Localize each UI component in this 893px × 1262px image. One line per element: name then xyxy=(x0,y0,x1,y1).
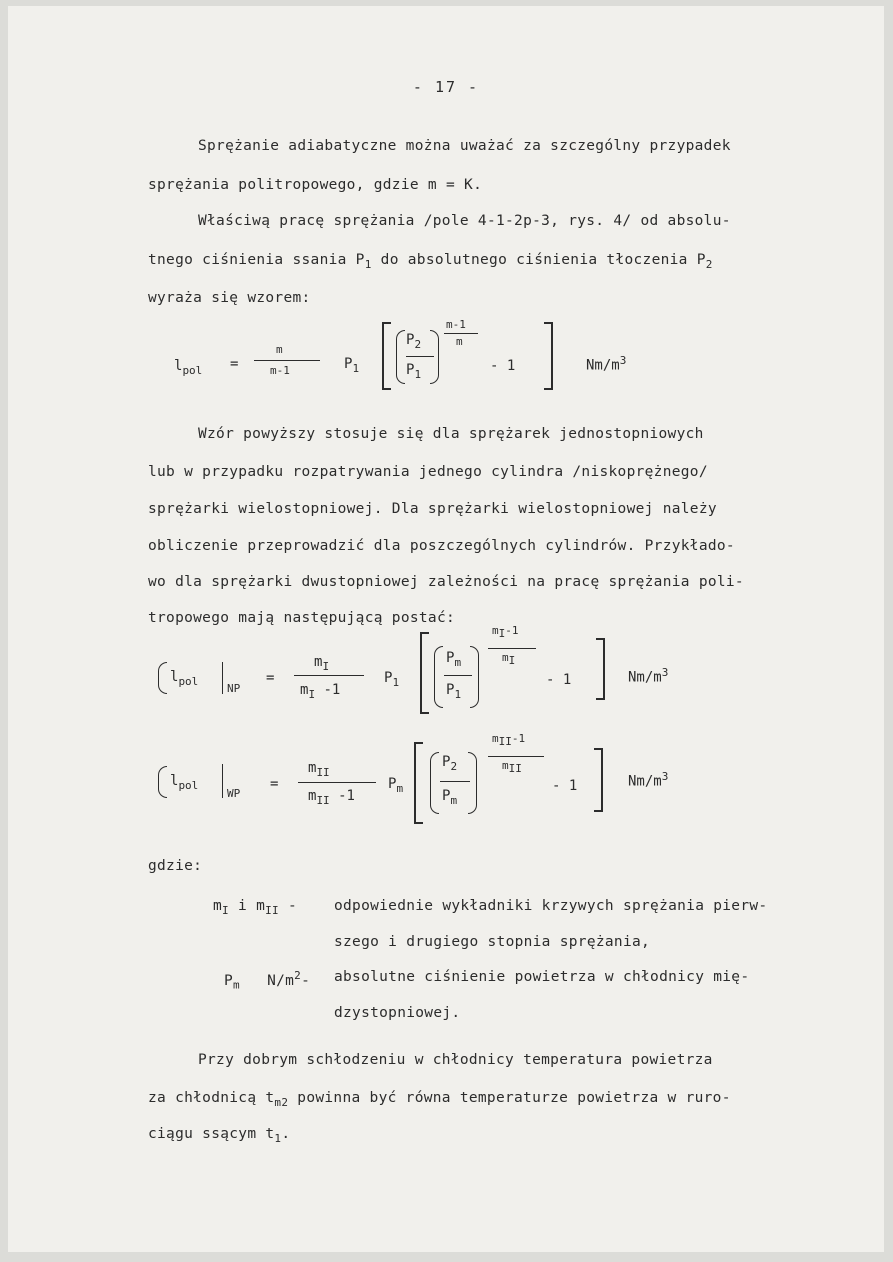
formula3-p: $P_m$ xyxy=(388,776,404,795)
formula3-inner-num: $P_2$ xyxy=(442,754,458,773)
left-paren xyxy=(430,752,439,814)
formula2-minus-one: - 1 xyxy=(546,672,572,688)
text-line: tnego ciśnienia ssania $P_1$ do absolutnego ciśnienia tłoczenia $P_2$ xyxy=(148,252,713,271)
formula3-frac-den: $m_{II}$ -1 xyxy=(308,788,355,807)
text-line: wo dla sprężarki dwustopniowej zależności na pracę sprężania poli- xyxy=(148,574,744,590)
formula3-eval-sub: WP xyxy=(227,787,241,800)
definition-symbol: $m_I$ i $m_{II}$ - xyxy=(213,898,298,917)
formula3-minus-one: - 1 xyxy=(552,778,578,794)
text-line: sprężania politropowego, gdzie m = K. xyxy=(148,177,483,193)
formula1-frac-num: m xyxy=(276,343,283,356)
formula2-inner-den: $P_1$ xyxy=(446,682,462,701)
text-line: tropowego mają następującą postać: xyxy=(148,610,456,626)
fraction-bar xyxy=(444,333,478,334)
right-bracket xyxy=(544,322,553,390)
text-line: lub w przypadku rozpatrywania jednego cylindra /niskoprężnego/ xyxy=(148,464,708,480)
text-line: Przy dobrym schłodzeniu w chłodnicy temperatura powietrza xyxy=(198,1052,713,1068)
text-line: za chłodnicą $t_{m2}$ powinna być równa temperaturze powietrza w ruro- xyxy=(148,1090,731,1109)
text-line: Właściwą pracę sprężania /pole 4-1-2p-3, rys. 4/ od absolu- xyxy=(198,213,731,229)
formula3-frac-num: $m_{II}$ xyxy=(308,760,330,779)
formula1-frac-den: m-1 xyxy=(270,364,290,377)
left-paren xyxy=(396,330,405,384)
left-paren xyxy=(158,662,167,694)
text-line: ciągu ssącym $t_1$. xyxy=(148,1126,291,1145)
formula1-inner-den: $P_1$ xyxy=(406,362,422,381)
definition-text: odpowiednie wykładniki krzywych sprężania pierw- xyxy=(334,898,768,914)
definition-text: absolutne ciśnienie powietrza w chłodnicy mię- xyxy=(334,969,750,985)
fraction-bar xyxy=(254,360,320,361)
formula3-inner-den: $P_m$ xyxy=(442,788,458,807)
right-paren xyxy=(470,646,479,708)
fraction-bar xyxy=(440,781,470,782)
formula2-exp-den: $m_I$ xyxy=(502,651,516,668)
left-paren xyxy=(158,766,167,798)
formula2-frac-num: $m_I$ xyxy=(314,654,330,673)
evaluation-bar xyxy=(222,764,223,798)
text-line: Wzór powyższy stosuje się dla sprężarek jednostopniowych xyxy=(198,426,704,442)
right-paren xyxy=(430,330,439,384)
text-line: sprężarki wielostopniowej. Dla sprężarki wielostopniowej należy xyxy=(148,501,717,517)
formula2-lhs: $l_{pol}$ xyxy=(170,669,199,688)
fraction-bar xyxy=(488,648,536,649)
formula3-exp-num: $m_{II}-1$ xyxy=(492,732,526,749)
formula1-minus-one: - 1 xyxy=(490,358,516,374)
document-page xyxy=(8,6,884,1252)
formula2-frac-den: $m_I$ -1 xyxy=(300,682,341,701)
left-paren xyxy=(434,646,443,708)
formula2-p: $P_1$ xyxy=(384,670,400,689)
formula1-inner-num: $P_2$ xyxy=(406,332,422,351)
formula3-lhs: $l_{pol}$ xyxy=(170,773,199,792)
formula3-unit: $Nm/m^3$ xyxy=(628,770,669,790)
formula1-eq: = xyxy=(230,356,239,372)
left-bracket xyxy=(382,322,391,390)
definition-text: szego i drugiego stopnia sprężania, xyxy=(334,934,651,950)
page-number: - 17 - xyxy=(412,78,480,96)
formula1-exp-den: m xyxy=(456,335,463,348)
evaluation-bar xyxy=(222,662,223,694)
where-label: gdzie: xyxy=(148,858,203,874)
fraction-bar xyxy=(294,675,364,676)
fraction-bar xyxy=(444,675,472,676)
formula2-unit: $Nm/m^3$ xyxy=(628,666,669,686)
fraction-bar xyxy=(298,782,376,783)
formula1-p: $P_1$ xyxy=(344,356,360,375)
formula2-eval-sub: NP xyxy=(227,682,241,695)
text-line: Sprężanie adiabatyczne można uważać za szczególny przypadek xyxy=(198,138,731,154)
formula2-exp-num: $m_I-1$ xyxy=(492,624,519,641)
fraction-bar xyxy=(488,756,544,757)
formula2-eq: = xyxy=(266,670,275,686)
right-paren xyxy=(468,752,477,814)
right-bracket xyxy=(594,748,603,812)
formula2-inner-num: $P_m$ xyxy=(446,650,462,669)
definition-text: dzystopniowej. xyxy=(334,1005,461,1021)
formula1-lhs: $l_{pol}$ xyxy=(174,358,203,377)
formula3-exp-den: $m_{II}$ xyxy=(502,759,522,776)
formula3-eq: = xyxy=(270,776,279,792)
left-bracket xyxy=(414,742,423,824)
formula1-exp-num: m-1 xyxy=(446,318,466,331)
text-line: wyraża się wzorem: xyxy=(148,290,311,306)
formula1-unit: $Nm/m^3$ xyxy=(586,354,627,374)
text-line: obliczenie przeprowadzić dla poszczególnych cylindrów. Przykłado- xyxy=(148,538,735,554)
definition-symbol: $P_m$ $N/m^2-$ xyxy=(224,969,311,992)
right-bracket xyxy=(596,638,605,700)
left-bracket xyxy=(420,632,429,714)
